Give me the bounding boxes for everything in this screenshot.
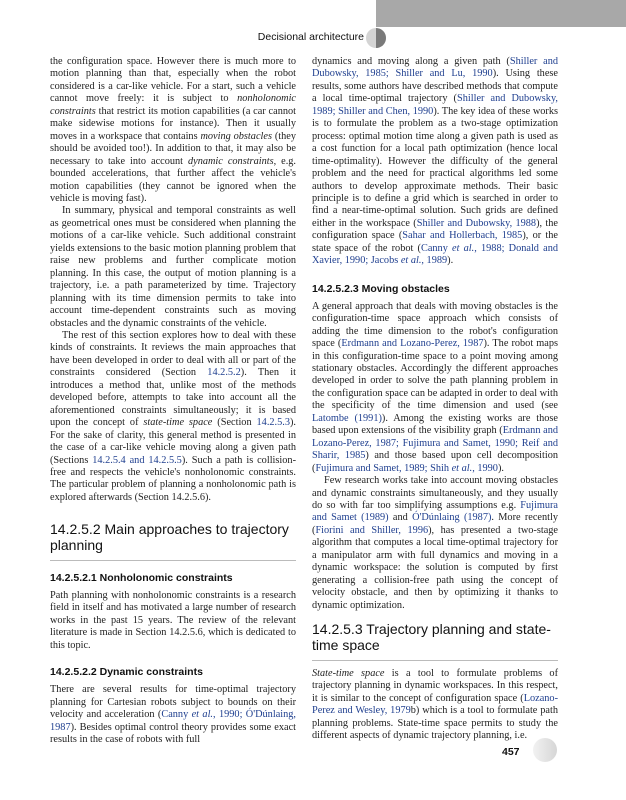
- citation-link[interactable]: Lozano-Perez and Wesley, 1979: [312, 692, 558, 717]
- citation-link[interactable]: , 1989: [421, 255, 448, 267]
- citation-link[interactable]: Sahar and Hollerbach, 1985: [402, 230, 523, 242]
- paragraph: [312, 668, 558, 743]
- citation-link[interactable]: Canny: [420, 242, 453, 254]
- paragraph: [312, 56, 558, 268]
- section-main-approaches: [50, 521, 296, 747]
- text-run: ). For the sake of clarity, this general method is presented in the case of a car-like vehicle moving along a given path (Sections: [50, 417, 296, 466]
- text-run: . More recently (: [312, 512, 559, 536]
- text-run: ). Among the existing works are those based upon extensions of the visibility graph (: [312, 412, 558, 437]
- page-number: 457: [502, 746, 520, 758]
- text-run: A general approach that deals with moving obstacles is the configuration-time space approach which consists of adding the time dimension to the robot's configuration space (: [312, 300, 558, 350]
- emphasized-term: moving obstacles: [200, 130, 272, 142]
- page-circle-icon: [533, 738, 557, 762]
- text-run: There are several results for time-optimal trajectory planning for Cartesian robots subject to bounds on their velocity and acceleration (: [50, 684, 296, 721]
- text-run: ). Using these results, some authors have described methods that compute a local time-optimal trajectory (: [312, 68, 558, 105]
- text-run: ). The key idea of these works is to formulate the problem as a two-stage optimization process: optimal motion time along a given path is used as a cost function for a local path optimization (hence local time-optimality). However the difficulty of the general problem and the need for practical algorithms led some authors to develop approximate methods. Their basic principle is to define a grid which is searched in order to find a near-time-optimal solution. Such grids are defined either in the workspace (: [312, 105, 558, 229]
- text-run: ), has presented a two-stage algorithm that computes a local time-optimal trajectory for a manipulator arm with full dynamics and moving in a dynamic workspace: the solution is computed by first generating a collision-free path using the concept of velocity obstacle, and then by optimizing it thanks to dynamic optimization.: [312, 524, 558, 611]
- citation-link[interactable]: Erdmann and Lozano-Perez, 1987: [341, 338, 484, 350]
- paragraph: [50, 684, 296, 746]
- text-run: ), or the state space of the robot (: [312, 230, 558, 254]
- text-run: ). Such a path is collision-free and respects the vehicle's nonholonomic constraints. The particular problem of planning a nonholonomic path is explored afterwards (Section 14.2.5.6).: [50, 454, 297, 503]
- text-run: and: [388, 512, 413, 524]
- citation-link[interactable]: , 1988; Donald and Xavier, 1990; Jacobs: [312, 242, 558, 267]
- text-run: Few research works take into account moving obstacles and dynamic constraints simultaneously, and they usually do so with far too simplifying assumptions e.g.: [312, 475, 558, 511]
- text-run: ).: [497, 462, 504, 474]
- running-title: Decisional architecture: [257, 31, 364, 43]
- text-run: The rest of this section explores how to deal with these kinds of constraints. It reviews the main approaches that have been developed in order to deal with all or part of the constraints considered (Section: [50, 329, 296, 379]
- text-run: , e.g. bounded accelerations, that further affect the vehicle's motion capabilities (they cannot be ignored when the vehicle is moving fast).: [50, 155, 296, 204]
- text-run: In summary, physical and temporal constraints as well as geometrical ones must be considered when planning the motions of a car-like vehicle. Such additional constraint yields extensions to the basic motion planning problem that raise new problems and further complicate motion planning. In this case, the output of motion planning is a trajectory, i.e. a path parameterized by time. Trajectory planning with its time dimension permits to take into account time-dependent constraints such as moving obstacles and the dynamic constraints of the vehicle.: [50, 205, 296, 329]
- paragraph: [312, 301, 558, 475]
- chapter-header-box: [376, 0, 626, 27]
- citation-link[interactable]: 14.2.5.3: [256, 417, 290, 429]
- citation-link[interactable]: , 1990: [472, 462, 498, 474]
- citation-link[interactable]: Erdmann and Lozano-Perez, 1987; Fujimura and Samet, 1990; Reif and Sharir, 1985: [312, 425, 558, 462]
- text-run: ). The robot maps in this configuration-time space to a point moving among stationary obstacles. Accordingly the different approaches developed in order to solve the path planning problem in the configuration space can be adapted in order to deal with the specificity of the time dimension and used (see: [312, 338, 558, 412]
- text-run: is a tool to formulate problems of trajectory planning in dynamic workspaces. In this respect, it is similar to the concept of configuration space (: [312, 668, 558, 704]
- text-run: ). Then it introduces a method that, unlike most of the methods developed before, attempts to take into account all the aforementioned constraints simultaneously; it is based upon the concept of: [50, 367, 296, 429]
- citation-link[interactable]: 14.2.5.4 and 14.2.5.5: [92, 454, 182, 466]
- paragraph: [50, 330, 296, 504]
- citation-link[interactable]: Shiller and Dubowsky, 1989; Shiller and Chen, 1990: [312, 93, 558, 117]
- paragraph: [50, 205, 296, 330]
- citation-link[interactable]: Latombe (1991): [312, 412, 382, 424]
- right-column: [312, 56, 558, 612]
- section-state-time: [312, 621, 558, 743]
- paragraph: [312, 475, 558, 612]
- emphasized-term: state-time space: [143, 417, 213, 429]
- chapter-label: CHAPTER 14.2: [467, 30, 552, 41]
- text-run: (Section: [212, 417, 257, 429]
- emphasized-term: dynamic constraints: [187, 155, 274, 167]
- citation-link[interactable]: et al.: [191, 709, 214, 721]
- paragraph: [50, 590, 296, 652]
- citation-link[interactable]: Fiorini and Shiller, 1996: [315, 524, 429, 536]
- citation-link[interactable]: Shiller and Dubowsky, 1985; Shiller and Lu, 1990: [312, 56, 558, 80]
- emphasized-term: State-time space: [312, 668, 385, 679]
- text-run: ) and those based upon cell decomposition (: [312, 450, 558, 474]
- citation-link[interactable]: Canny: [161, 709, 192, 721]
- citation-link[interactable]: et al.: [452, 242, 475, 254]
- text-run: (they should be avoided too!). In addition to that, it may also be necessary to take into account: [50, 130, 296, 167]
- citation-link[interactable]: Ó'Dúnlaing (1987): [412, 512, 492, 524]
- citation-link[interactable]: et al.: [451, 462, 473, 474]
- subsection-heading: 14.2.5.2.2 Dynamic constraints: [50, 666, 203, 679]
- paragraph: [50, 56, 296, 205]
- text-run: that restrict its motion capabilities (a car cannot make sidewise motions for instance). Then it usually moves in a workspace that contains: [50, 105, 296, 142]
- subsection-heading: 14.2.5.2.1 Nonholonomic constraints: [50, 572, 233, 584]
- text-run: ).: [447, 255, 454, 267]
- section-heading: 14.2.5.3 Trajectory planning and state-time space: [312, 621, 558, 661]
- subsection-heading: 14.2.5.2.3 Moving obstacles: [312, 282, 450, 295]
- text-run: b) which is a tool to formulate path planning problems. State-time space permits to study the different aspects of dynamic trajectory planning, i.e.: [312, 705, 558, 742]
- citation-link[interactable]: Fujimura and Samet (1989): [312, 499, 558, 524]
- header-circle-icon: [366, 28, 386, 48]
- citation-link[interactable]: , 1990; Ó'Dúnlaing, 1987: [50, 709, 296, 733]
- text-run: Path planning with nonholonomic constraints is a research field in itself and has motivated a large number of research works in the past 15 years. The review of the relevant literature is made in Section 14.2.5.6, which is dedicated to this topic.: [50, 590, 296, 651]
- emphasized-term: nonholonomic constraints: [50, 93, 296, 117]
- text-run: the configuration space. However there is much more to motion planning than that, especially when the robot considered is a car-like vehicle. For a start, such a vehicle cannot move freely: it is subject to: [50, 56, 296, 105]
- citation-link[interactable]: Shiller and Dubowsky, 1988: [416, 217, 537, 229]
- section-heading: 14.2.5.2 Main approaches to trajectory planning: [50, 521, 296, 561]
- citation-link[interactable]: Fujimura and Samet, 1989; Shih: [315, 462, 452, 474]
- text-run: ). Besides optimal control theory provides some exact results in the case of robots with full: [50, 721, 296, 746]
- text-run: dynamics and moving along a given path (: [312, 56, 510, 67]
- left-column: [50, 56, 296, 504]
- citation-link[interactable]: et al.: [400, 255, 422, 267]
- citation-link[interactable]: 14.2.5.2: [207, 367, 241, 379]
- text-run: ), the configuration space (: [312, 217, 558, 242]
